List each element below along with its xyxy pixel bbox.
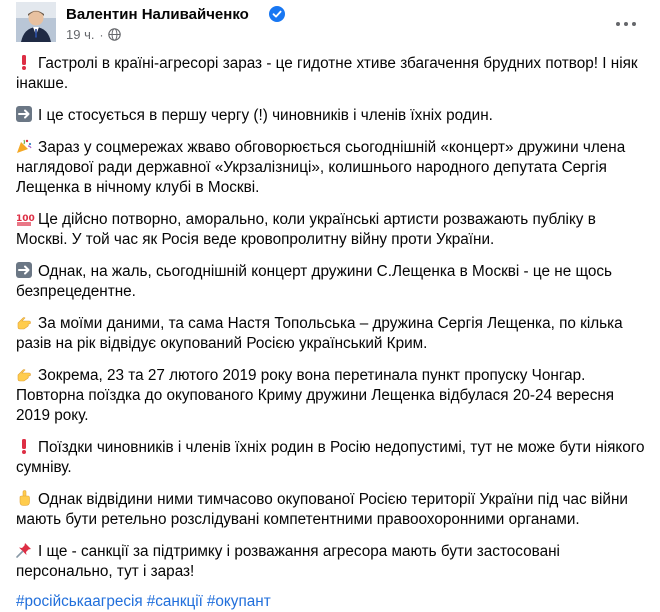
post-paragraph — [16, 490, 646, 530]
hashtags — [16, 592, 646, 612]
more-dot-icon — [616, 22, 620, 26]
paragraph-text: Зокрема, 23 та 27 лютого 2019 року вона перетинала пункт пропуску Чонгар. Повторна поїздка до окупованого Криму дружини Лещенка відбулася 20-24 вересня 2019 року. — [16, 367, 615, 424]
party-popper-icon — [16, 138, 32, 154]
more-dot-icon — [632, 22, 636, 26]
hundred-points-icon — [16, 210, 35, 226]
post-paragraph — [16, 54, 646, 94]
post-meta — [66, 27, 121, 42]
exclamation-icon — [16, 54, 32, 70]
post-paragraph — [16, 210, 646, 250]
avatar[interactable] — [16, 2, 56, 42]
right-arrow-icon — [16, 262, 32, 278]
paragraph-text: І ще - санкції за підтримку і розважання агресора мають бути застосовані персонально, тут і зараз! — [16, 543, 560, 580]
paragraph-text: Однак відвідини ними тимчасово окупованої Росією території України під час війни мають бути ретельно розслідувані компетентними правоохоронними органами. — [16, 491, 628, 528]
author-name[interactable]: Валентин Наливайченко — [66, 6, 249, 23]
post-header — [16, 2, 644, 46]
hashtag-link[interactable]: #російськаагресія — [16, 593, 143, 610]
pushpin-icon — [16, 542, 32, 558]
paragraph-text: І це стосується в першу чергу (!) чиновників і членів їхніх родин. — [38, 107, 493, 124]
meta-separator: · — [99, 27, 104, 42]
exclamation-icon — [16, 438, 32, 454]
hashtag-link[interactable]: #санкції — [146, 593, 203, 610]
post-paragraph — [16, 366, 646, 426]
index-up-icon — [16, 490, 32, 506]
more-dot-icon — [624, 22, 628, 26]
post-paragraph — [16, 138, 646, 198]
right-arrow-icon — [16, 106, 32, 122]
paragraph-text: Поїздки чиновників і членів їхніх родин в Росію недопустимі, тут не може бути ніякого сумніву. — [16, 439, 645, 476]
post-body — [16, 54, 646, 612]
pointing-hand-icon — [16, 314, 32, 330]
paragraph-text: Це дійсно потворно, аморально, коли українські артисти розважають публіку в Москві. У той час як Росія веде кровопролитну війну проти України. — [16, 211, 596, 248]
more-options-button[interactable] — [608, 6, 644, 42]
verified-badge-icon — [269, 6, 285, 22]
post-paragraph — [16, 542, 646, 582]
globe-icon — [108, 28, 121, 41]
post-paragraph — [16, 438, 646, 478]
pointing-hand-icon — [16, 366, 32, 382]
hashtag-link[interactable]: #окупант — [206, 593, 271, 610]
paragraph-text: Гастролі в країні-агресорі зараз - це гидотне хтиве збагачення брудних потвор! І ніяк інакше. — [16, 55, 638, 92]
post-paragraph — [16, 314, 646, 354]
paragraph-text: Зараз у соцмережах жваво обговорюється сьогоднішній «концерт» дружини члена наглядової ради державної «Укрзалізниці», колишнього народного депутата Сергія Лещенка в нічному клубі в Москві. — [16, 139, 626, 196]
post-paragraph — [16, 106, 646, 126]
paragraph-text: Однак, на жаль, сьогоднішній концерт дружини С.Лещенка в Москві - це не щось безпрецедентне. — [16, 263, 612, 300]
paragraph-text: За моїми даними, та сама Настя Топольська – дружина Сергія Лещенка, по кілька разів на рік відвідує окупований Росією український Крим. — [16, 315, 623, 352]
svg-text:100: 100 — [16, 214, 35, 224]
post-paragraph — [16, 262, 646, 302]
post-time[interactable]: 19 ч. — [66, 27, 95, 42]
